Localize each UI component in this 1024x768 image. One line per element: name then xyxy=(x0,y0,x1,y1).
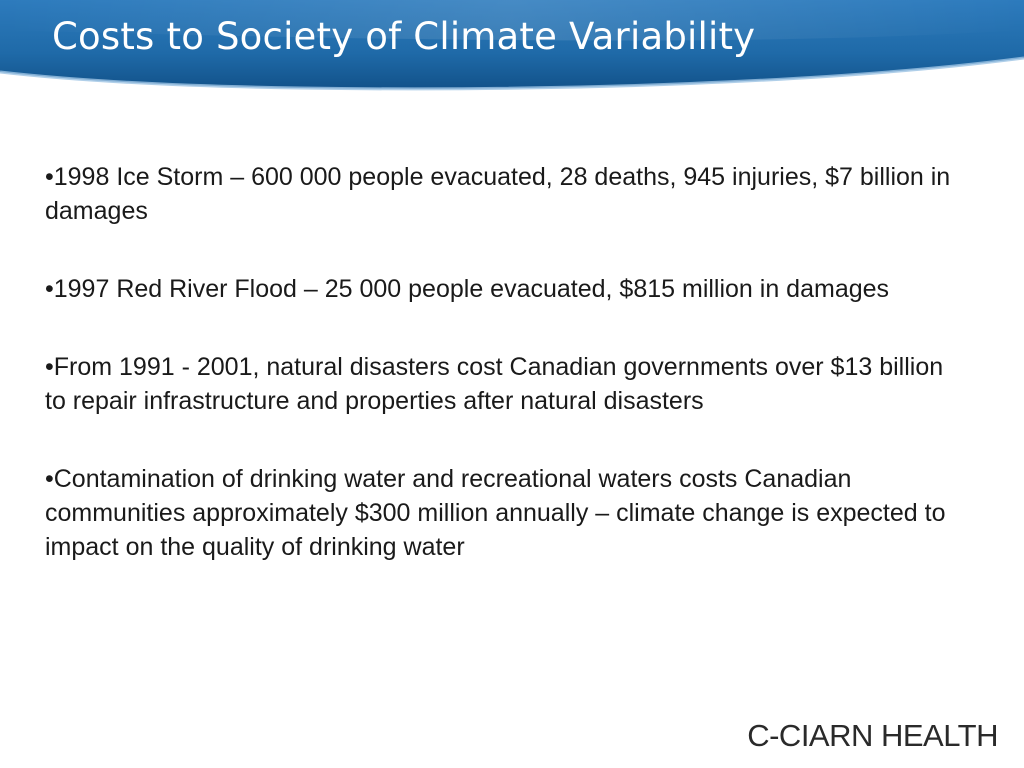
slide-title: Costs to Society of Climate Variability xyxy=(52,15,756,58)
bullet-natural-disaster-costs: •From 1991 - 2001, natural disasters cost Canadian governments over $13 billion to repair infrastructure and properties after natural disasters xyxy=(45,353,944,415)
bullet-ice-storm: •1998 Ice Storm – 600 000 people evacuated, 28 deaths, 945 injuries, $7 billion in damages xyxy=(45,163,951,225)
bullet-water-contamination: •Contamination of drinking water and recreational waters costs Canadian communities approximately $300 million annually – climate change is expected to impact on the quality of drinking water xyxy=(45,465,946,561)
bullet-red-river-flood: •1997 Red River Flood – 25 000 people evacuated, $815 million in damages xyxy=(45,275,890,303)
footer-logo: C-CIARN HEALTH xyxy=(747,718,998,753)
bullet-list xyxy=(45,160,970,564)
